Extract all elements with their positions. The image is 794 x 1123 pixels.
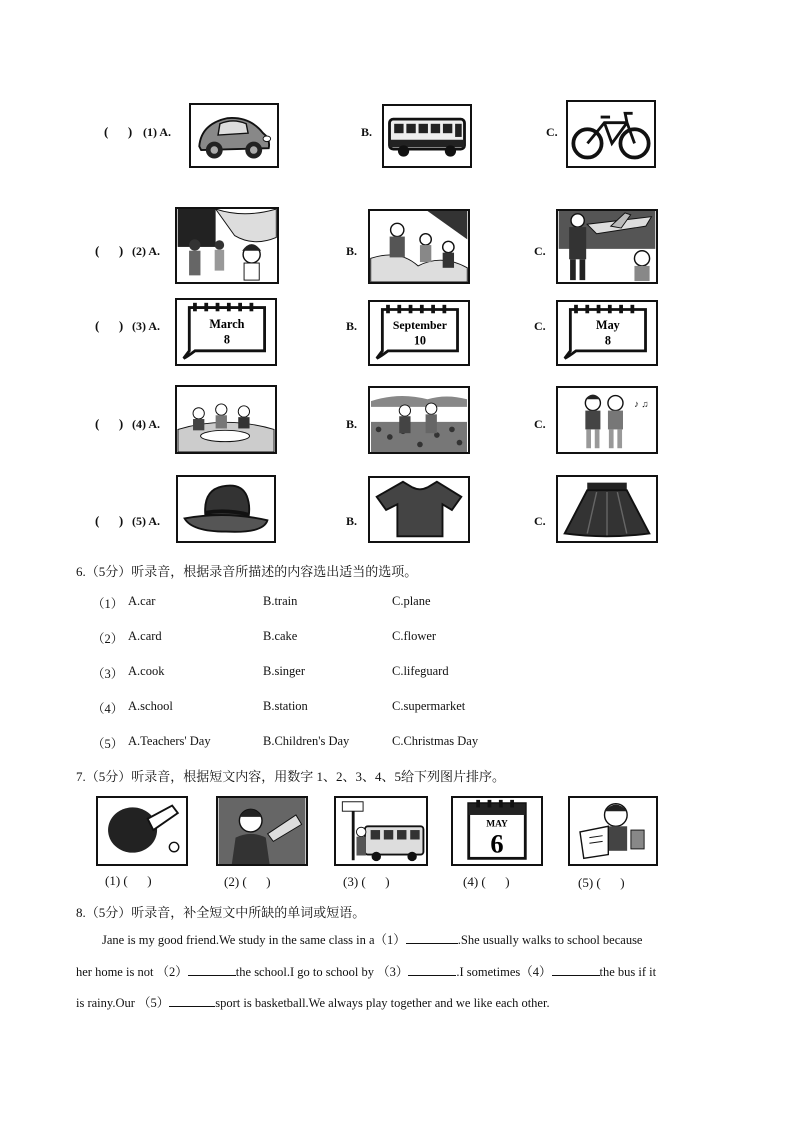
option-label: C. (534, 319, 546, 333)
q6-option-a[interactable]: A.Teachers' Day (128, 734, 211, 748)
calendar-icon (453, 798, 541, 864)
svg-text:♪ ♫: ♪ ♫ (634, 399, 649, 410)
bus-stop-picture[interactable] (334, 796, 428, 866)
passage-text: the school.I go to school by （3） (235, 965, 409, 979)
q6-row-number: （2） (92, 632, 124, 646)
picnic-picture[interactable] (175, 385, 277, 454)
airport-picture[interactable] (556, 209, 658, 284)
q6-option-a[interactable]: A.school (128, 699, 173, 713)
hiking-icon (370, 211, 468, 282)
singing-picture[interactable] (556, 386, 658, 454)
q7-caption[interactable]: (5) ( ) (578, 875, 625, 890)
question-6-title: 6.（5分）听录音，根据录音所描述的内容选出适当的选项。 (76, 564, 418, 579)
option-label: (4) A. (132, 417, 160, 431)
question-7-title: 7.（5分）听录音，根据短文内容，用数字 1、2、3、4、5给下列图片排序。 (76, 769, 506, 784)
option-label: B. (361, 125, 373, 139)
passage-text: is rainy.Our （5） (76, 996, 170, 1010)
calendar-month: March (209, 317, 245, 332)
ping-pong-picture[interactable] (96, 796, 188, 866)
option-label: (2) A. (132, 244, 160, 258)
calendar-picture-march[interactable] (175, 298, 277, 366)
answer-bracket[interactable]: ( ) (104, 124, 133, 139)
q6-option-b[interactable]: B.train (263, 594, 298, 608)
q6-option-b[interactable]: B.station (263, 699, 308, 713)
calendar-day: 10 (413, 333, 427, 348)
calendar-month: MAY (486, 819, 508, 830)
airplane-icon (558, 211, 656, 282)
person-icon (218, 798, 306, 864)
calendar-picture-september[interactable] (368, 300, 470, 366)
picnic-icon (177, 387, 275, 452)
reading-picture[interactable] (568, 796, 658, 866)
hat-icon (178, 477, 274, 541)
q6-option-c[interactable]: C.plane (392, 594, 431, 608)
bus-stop-icon (336, 798, 426, 864)
blank-5[interactable] (169, 994, 215, 1007)
passage-text: the bus if it (599, 965, 657, 979)
q6-row-number: （5） (92, 737, 124, 751)
passage-line-2 (76, 957, 656, 988)
option-label: (1) A. (143, 125, 171, 139)
q6-option-c[interactable]: C.Christmas Day (392, 734, 479, 748)
classroom-picture[interactable] (175, 207, 279, 284)
calendar-icon (177, 300, 275, 364)
flashlight-picture[interactable] (216, 796, 308, 866)
car-icon (191, 105, 277, 166)
calendar-day: 8 (604, 333, 611, 348)
q6-option-b[interactable]: B.Children's Day (263, 734, 350, 748)
option-label: B. (346, 514, 358, 528)
calendar-day: 6 (490, 828, 504, 859)
option-label: B. (346, 319, 358, 333)
passage-text: .I sometimes（4） (456, 965, 552, 979)
ping-pong-paddle-icon (98, 798, 186, 864)
bicycle-icon (568, 102, 654, 166)
car-picture[interactable] (189, 103, 279, 168)
calendar-picture-may[interactable] (556, 300, 658, 366)
passage-text: .She usually walks to school because (457, 933, 643, 947)
q6-option-a[interactable]: A.cook (128, 664, 165, 678)
q6-option-c[interactable]: C.lifeguard (392, 664, 449, 678)
passage-text: Jane is my good friend.We study in the same class in a（1） (102, 933, 406, 947)
blank-1[interactable] (406, 931, 458, 944)
hat-picture[interactable] (176, 475, 276, 543)
answer-bracket[interactable]: ( ) (95, 416, 124, 431)
calendar-icon (558, 302, 656, 364)
blank-2[interactable] (188, 963, 236, 976)
hiking-picture[interactable] (368, 209, 470, 284)
calendar-day: 8 (223, 332, 230, 347)
option-label: C. (534, 244, 546, 258)
field-icon (370, 388, 468, 452)
passage-text: sport is basketball.We always play together and we like each other. (215, 996, 550, 1010)
bus-picture[interactable] (382, 104, 472, 168)
q7-caption[interactable]: (4) ( ) (463, 874, 510, 889)
q6-row-number: （1） (92, 597, 124, 611)
q6-option-c[interactable]: C.flower (392, 629, 437, 643)
bus-icon (384, 106, 470, 166)
option-label: C. (546, 125, 558, 139)
q6-option-c[interactable]: C.supermarket (392, 699, 466, 713)
calendar-month: September (392, 319, 447, 333)
classroom-icon (177, 209, 277, 282)
q7-caption[interactable]: (3) ( ) (343, 874, 390, 889)
passage-line-3 (76, 988, 550, 1019)
option-label: C. (534, 417, 546, 431)
q6-row-number: （4） (92, 702, 124, 716)
reading-person-icon (570, 798, 656, 864)
answer-bracket[interactable]: ( ) (95, 318, 124, 333)
blank-3[interactable] (408, 963, 456, 976)
option-label: (5) A. (132, 514, 160, 528)
passage-text: her home is not （2） (76, 965, 188, 979)
q7-caption[interactable]: (1) ( ) (105, 873, 152, 888)
option-label: B. (346, 244, 358, 258)
option-label: (3) A. (132, 319, 160, 333)
option-label: C. (534, 514, 546, 528)
bicycle-picture[interactable] (566, 100, 656, 168)
q6-option-a[interactable]: A.card (128, 629, 162, 643)
skirt-icon (558, 477, 656, 541)
q7-caption[interactable]: (2) ( ) (224, 874, 271, 889)
calendar-month: May (596, 318, 620, 333)
field-picture[interactable] (368, 386, 470, 454)
option-label: B. (346, 417, 358, 431)
q6-option-b[interactable]: B.cake (263, 629, 298, 643)
tshirt-picture[interactable] (368, 476, 470, 543)
passage-line-1 (102, 925, 642, 956)
skirt-picture[interactable] (556, 475, 658, 543)
singing-icon (558, 388, 656, 452)
q6-row-number: （3） (92, 667, 124, 681)
q6-option-a[interactable]: A.car (128, 594, 156, 608)
answer-bracket[interactable]: ( ) (95, 513, 124, 528)
calendar-icon (370, 302, 468, 364)
blank-4[interactable] (552, 963, 600, 976)
q6-option-b[interactable]: B.singer (263, 664, 306, 678)
answer-bracket[interactable]: ( ) (95, 243, 124, 258)
calendar-may-6-picture[interactable] (451, 796, 543, 866)
question-8-title: 8.（5分）听录音，补全短文中所缺的单词或短语。 (76, 905, 366, 920)
tshirt-icon (370, 478, 468, 541)
